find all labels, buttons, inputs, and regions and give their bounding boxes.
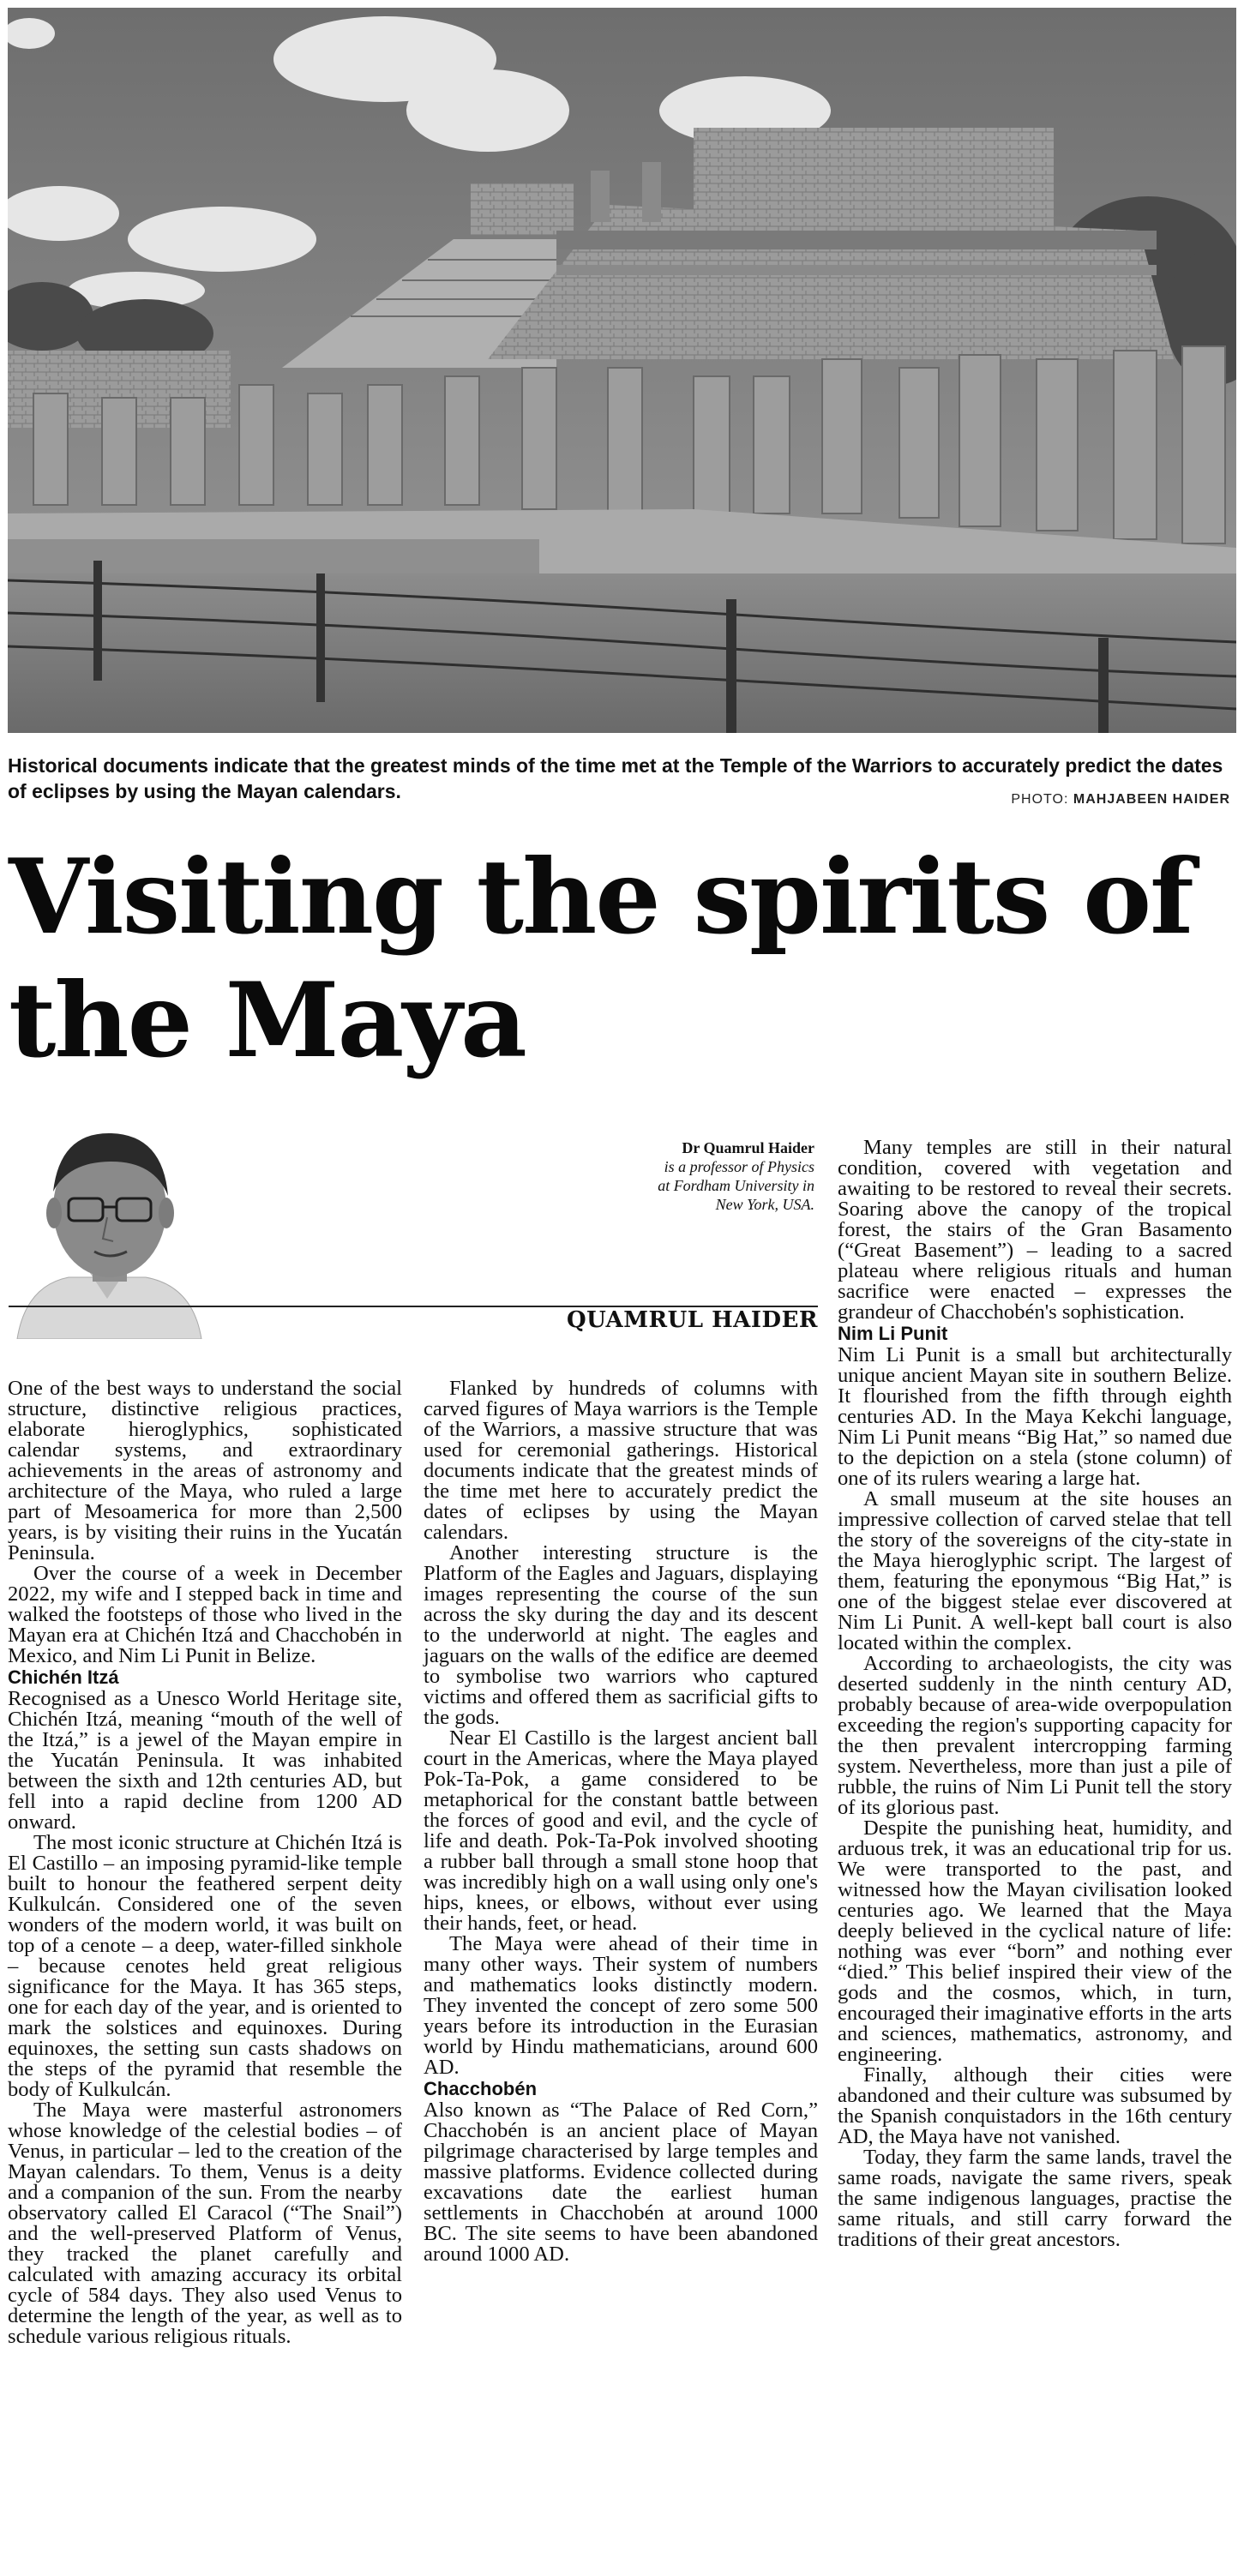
paragraph: The most iconic structure at Chichén Itzá is El Castillo – an imposing pyramid-like temple built to honour the feathered serpent deity Kulkulcán. Considered one of the seven wonders of the modern world, it was built on top of a cenote – a deep, water-filled sinkhole – because cenotes held great religious significance for the Maya. It has 365 steps, one for each day of the year, and is oriented to mark the solstices and equinoxes. During equinoxes, the setting sun casts shadows on the steps of the pyramid that resemble the body of Kulkulcán. bbox=[8, 1831, 402, 2101]
article-column-3 bbox=[838, 1138, 1232, 2250]
article-column-1 bbox=[8, 1378, 402, 2347]
paragraph: Near El Castillo is the largest ancient ball court in the Americas, where the Maya played Pok-Ta-Pok, a game considered to be metaphorical for the constant battle between the forces of good and evil, and the cycle of life and death. Pok-Ta-Pok involved shooting a rubber ball through a small stone hoop that was incredibly high on a wall using only one's hips, knees, or elbows, without ever using their hands, feet, or head. bbox=[424, 1726, 818, 1935]
subhead-nim-li-punit: Nim Li Punit bbox=[838, 1323, 948, 1344]
author-role-2: at Fordham University in bbox=[658, 1177, 814, 1194]
paragraph: Many temples are still in their natural condition, covered with vegetation and awaiting to be restored to reveal their secrets. Soaring above the canopy of the tropical forest, the stairs of the Gran Basamento (“Great Basement”) – leading to a sacred plateau where religious rituals and human sacrifice were enacted – expresses the grandeur of Chacchobén's sophistication. bbox=[838, 1136, 1232, 1324]
paragraph: Recognised as a Unesco World Heritage site, Chichén Itzá, meaning “mouth of the well of the Itzá,” is a jewel of the Mayan empire in the Yucatán Peninsula. It was inhabited between the sixth and 12th centuries AD, but fell into a rapid decline from 1200 AD onward. bbox=[8, 1687, 402, 1834]
headline: Visiting the spirits of the Maya bbox=[9, 837, 1193, 1081]
photo-credit-label: PHOTO: bbox=[1011, 792, 1069, 807]
paragraph: Flanked by hundreds of columns with carved figures of Maya warriors is the Temple of the Warriors, a massive structure that was used for ceremonial gatherings. Historical documents indicate that the greatest minds of the time met here to accurately predict the dates of eclipses by using the Mayan calendars. bbox=[424, 1377, 818, 1544]
paragraph: Also known as “The Palace of Red Corn,” Chacchobén is an ancient place of Mayan pilgrimage characterised by large temples and massive platforms. Evidence collected during excavations date the earliest human settlements in Chacchobén at around 1000 BC. The site seems to have been abandoned around 1000 AD. bbox=[424, 2099, 818, 2266]
photo-caption: Historical documents indicate that the greatest minds of the time met at the Temple of the Warriors to accurately predict the dates of eclipses by using the Mayan calendars. bbox=[8, 754, 1223, 802]
temple-photo bbox=[8, 8, 1236, 733]
subhead-chichen-itza: Chichén Itzá bbox=[8, 1666, 119, 1688]
paragraph: The Maya were masterful astronomers whose knowledge of the celestial bodies – of Venus, in particular – led to the creation of the Mayan calendars. To them, Venus is a deity and a companion of the sun. From the nearby observatory called El Caracol (“The Snail”) and the well-preserved Platform of Venus, they tracked the planet carefully and calculated with amazing accuracy its orbital cycle of 584 days. They also used Venus to determine the length of the year, as well as to schedule various religious rituals. bbox=[8, 2099, 402, 2348]
paragraph: According to archaeologists, the city was deserted suddenly in the ninth century AD, probably because of area-wide overpopulation exceeding the region's supporting capacity for the then prevalent intercropping farming system. Nevertheless, more than just a pile of rubble, the ruins of Nim Li Punit tell the story of its glorious past. bbox=[838, 1652, 1232, 1819]
subhead-chacchoben: Chacchobén bbox=[424, 2078, 538, 2099]
paragraph: A small museum at the site houses an impressive collection of carved stelae that tell the story of the sovereigns of the city-state in the Maya hieroglyphic script. The largest of them, featuring the eponymous “Big Hat,” is one of the biggest stelae ever discovered at Nim Li Punit. A well-kept ball court is also located within the complex. bbox=[838, 1487, 1232, 1654]
photo-credit-name: MAHJABEEN HAIDER bbox=[1073, 792, 1230, 807]
paragraph: One of the best ways to understand the social structure, distinctive religious practices, elaborate hieroglyphics, sophisticated calendar systems, and extraordinary achievements in the areas of astronomy and architecture of the Maya, who ruled a large part of Mesoamerica for more than 2,500 years, is by visiting their ruins in the Yucatán Peninsula. bbox=[8, 1377, 402, 1564]
temple-photo-art bbox=[8, 8, 1236, 733]
paragraph: Another interesting structure is the Platform of the Eagles and Jaguars, displaying images representing the course of the sun across the sky during the day and its descent to the underworld at night. The eagles and jaguars on the walls of the edifice are deemed to symbolise two warriors who captured victims and offered them as sacrificial gifts to the gods. bbox=[424, 1541, 818, 1729]
author-name: Dr Quamrul Haider bbox=[682, 1139, 814, 1156]
article-column-2 bbox=[424, 1378, 818, 2265]
paragraph: Today, they farm the same lands, travel the same roads, navigate the same rivers, speak the same indigenous languages, practise the same rituals, and still carry forward the traditions of their great ancestors. bbox=[838, 2146, 1232, 2251]
author-role-1: is a professor of Physics bbox=[664, 1158, 814, 1175]
author-bio bbox=[514, 1138, 814, 1214]
paragraph: Finally, although their cities were abandoned and their culture was subsumed by the Spanish conquistadors in the 16th century AD, the Maya have not vanished. bbox=[838, 2063, 1232, 2148]
author-role-3: New York, USA. bbox=[715, 1196, 814, 1213]
paragraph: Nim Li Punit is a small but architecturally unique ancient Mayan site in southern Belize. It flourished from the fifth through eighth centuries AD. In the Maya Kekchi language, Nim Li Punit means “Big Hat,” so named due to the depiction on a stela (stone column) of one of its rulers wearing a large hat. bbox=[838, 1343, 1232, 1490]
paragraph: Over the course of a week in December 2022, my wife and I stepped back in time and walked the footsteps of those who lived in the Mayan era at Chichén Itzá and Chacchobén in Mexico, and Nim Li Punit in Belize. bbox=[8, 1562, 402, 1667]
byline: QUAMRUL HAIDER bbox=[567, 1307, 818, 1333]
photo-credit bbox=[1011, 792, 1230, 808]
paragraph: The Maya were ahead of their time in many other ways. Their system of numbers and mathematics looks distinctly modern. They invented the concept of zero some 500 years before its introduction in the Eurasian world by Hindu mathematicians, around 600 AD. bbox=[424, 1932, 818, 2079]
paragraph: Despite the punishing heat, humidity, and arduous trek, it was an educational trip for us. We were transported to the past, and witnessed how the Mayan civilisation looked centuries ago. We learned that the Maya deeply believed in the cyclical nature of life: nothing was ever “born” and nothing ever “died.” This belief inspired their view of the gods and the cosmos, which, in turn, encouraged their imaginative efforts in the arts and sciences, mathematics, astronomy, and engineering. bbox=[838, 1816, 1232, 2066]
